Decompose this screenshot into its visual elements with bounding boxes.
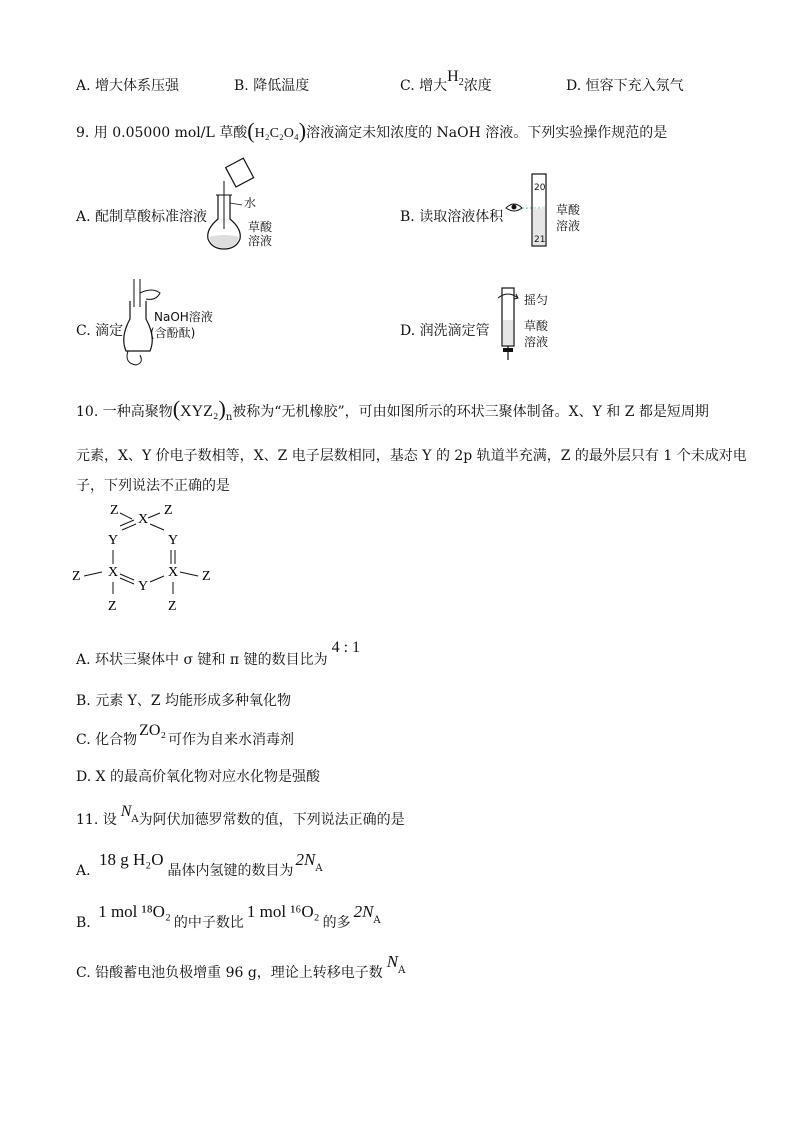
q8-option-c-post: 浓度 xyxy=(463,78,492,94)
q9-option-c: C. 滴定 xyxy=(76,323,124,339)
q10-line3: 子，下列说法不正确的是 xyxy=(76,478,230,494)
label-solution: 溶液 xyxy=(248,234,273,248)
svg-text:Z: Z xyxy=(202,569,211,584)
label-solution-b: 溶液 xyxy=(556,219,581,233)
svg-text:Y: Y xyxy=(138,579,149,594)
h2-formula: $H_2$ xyxy=(447,68,464,89)
volumetric-flask-figure xyxy=(200,157,290,257)
tick-21: 21 xyxy=(534,235,546,245)
q10-ratio: 4 : 1 xyxy=(331,639,361,656)
tick-20: 20 xyxy=(534,183,546,193)
q9-option-b: B. 读取溶液体积 xyxy=(400,209,504,225)
q8-option-d: D. 恒容下充入氖气 xyxy=(566,78,684,94)
cyclic-trimer-structure xyxy=(72,500,232,620)
q10-option-a xyxy=(76,639,361,670)
q9-stem: 9. 用 0.05000 mol/L 草酸(H₂C₂O₄)溶液滴定未知浓度的 NaOH 溶液。下列实验操作规范的是 xyxy=(76,118,668,143)
label-water: 水 xyxy=(244,196,257,210)
q11-option-b-f2: 1 mol ¹⁶O₂ xyxy=(246,902,320,921)
q9-formula: H₂C₂O₄ xyxy=(254,126,299,141)
svg-text:Z: Z xyxy=(108,599,117,614)
q9-stem-post: 溶液滴定未知浓度的 NaOH 溶液。下列实验操作规范的是 xyxy=(306,125,668,141)
svg-text:X: X xyxy=(138,512,149,527)
q10-stem-post: 被称为“无机橡胶”，可由如图所示的环状三聚体制备。X、Y 和 Z 都是短周期 xyxy=(232,404,709,420)
q11-option-c: C. 铅酸蓄电池负极增重 96 g，理论上转移电子数$N_A$ xyxy=(76,952,406,981)
q10-option-c-post: 可作为自来水消毒剂 xyxy=(168,732,295,748)
q11-option-a-value: 2N xyxy=(295,850,316,869)
label-naoh: NaOH溶液 xyxy=(154,310,213,324)
q10-formula: XYZ₂ xyxy=(180,403,219,420)
q10-option-a-pre: A. 环状三聚体中 σ 键和 π 键的数目比为 xyxy=(76,652,328,668)
q9-option-a: A. 配制草酸标准溶液 xyxy=(76,209,208,225)
q10-stem: 10. 一种高聚物$(XYZ_2)_n$被称为“无机橡胶”，可由如图所示的环状三聚体制备。X、Y 和 Z 都是短周期 xyxy=(76,396,709,423)
svg-text:Z: Z xyxy=(72,569,81,584)
svg-text:Y: Y xyxy=(108,533,119,548)
label-oxalic-b: 草酸 xyxy=(556,203,581,217)
q10-sub-n: n xyxy=(225,411,233,423)
na-sub: A xyxy=(131,813,139,825)
q8-option-b: B. 降低温度 xyxy=(234,78,310,94)
rinse-burette-figure xyxy=(490,284,590,364)
q11-option-c-text: C. 铅酸蓄电池负极增重 96 g，理论上转移电子数 xyxy=(76,965,383,981)
na-symbol: N xyxy=(120,803,132,820)
q8-option-c xyxy=(400,66,492,94)
label-phenolphthalein: (含酚酞) xyxy=(150,326,196,340)
label-shake: 摇匀 xyxy=(524,293,549,307)
svg-text:Y: Y xyxy=(168,533,179,548)
q11-option-b-t1: 的中子数比 xyxy=(173,915,244,931)
q10-line2: 元素，X、Y 价电子数相等，X、Z 电子层数相同，基态 Y 的 2p 轨道半充满，Z 的最外层只有 1 个未成对电 xyxy=(76,448,747,464)
q10-option-c-pre: C. 化合物 xyxy=(76,732,138,748)
q9-stem-pre: 9. 用 0.05000 mol/L 草酸 xyxy=(76,125,248,141)
q11-option-a-text: 晶体内氢键的数目为 xyxy=(167,863,294,879)
q11-option-a-formula: 18 g H₂O xyxy=(99,850,164,869)
q10-option-d: D. X 的最高价氧化物对应水化物是强酸 xyxy=(76,769,321,785)
q10-option-b: B. 元素 Y、Z 均能形成多种氧化物 xyxy=(76,693,292,709)
q9-option-d: D. 润洗滴定管 xyxy=(400,323,490,339)
q8-option-a: A. 增大体系压强 xyxy=(76,78,180,94)
svg-text:X: X xyxy=(108,565,119,580)
titration-figure xyxy=(120,277,240,367)
svg-text:X: X xyxy=(168,565,179,580)
q10-stem-pre: 10. 一种高聚物 xyxy=(76,404,173,420)
q11-option-a: A. 18 g H₂O晶体内氢键的数目为$2N_A$ xyxy=(76,850,323,879)
svg-text:Z: Z xyxy=(110,503,119,518)
burette-reading-figure xyxy=(500,172,610,248)
label-oxalic-d: 草酸 xyxy=(524,319,549,333)
q11-stem-post: 为阿伏加德罗常数的值，下列说法正确的是 xyxy=(138,812,405,828)
q11-option-a-label: A. xyxy=(76,863,91,879)
q11-option-b-label: B. xyxy=(76,915,91,931)
q11-stem xyxy=(76,803,405,836)
label-oxalic: 草酸 xyxy=(248,220,273,234)
q11-option-b: B. 1 mol ¹⁸O₂的中子数比1 mol ¹⁶O₂的多$2N_A$ xyxy=(76,902,381,931)
q11-stem-pre: 11. 设 xyxy=(76,812,117,828)
q11-option-c-value: N xyxy=(386,952,399,971)
q11-option-b-t2: 的多 xyxy=(322,915,351,931)
zo2-formula: ZO₂ xyxy=(139,722,167,739)
q8-option-c-pre: C. 增大 xyxy=(400,78,448,94)
svg-text:Z: Z xyxy=(164,503,173,518)
q11-option-b-f1: 1 mol ¹⁸O₂ xyxy=(98,902,171,921)
svg-text:Z: Z xyxy=(168,599,177,614)
label-solution-d: 溶液 xyxy=(524,335,549,349)
q10-option-c xyxy=(76,722,295,750)
q11-option-b-value: 2N xyxy=(353,902,374,921)
